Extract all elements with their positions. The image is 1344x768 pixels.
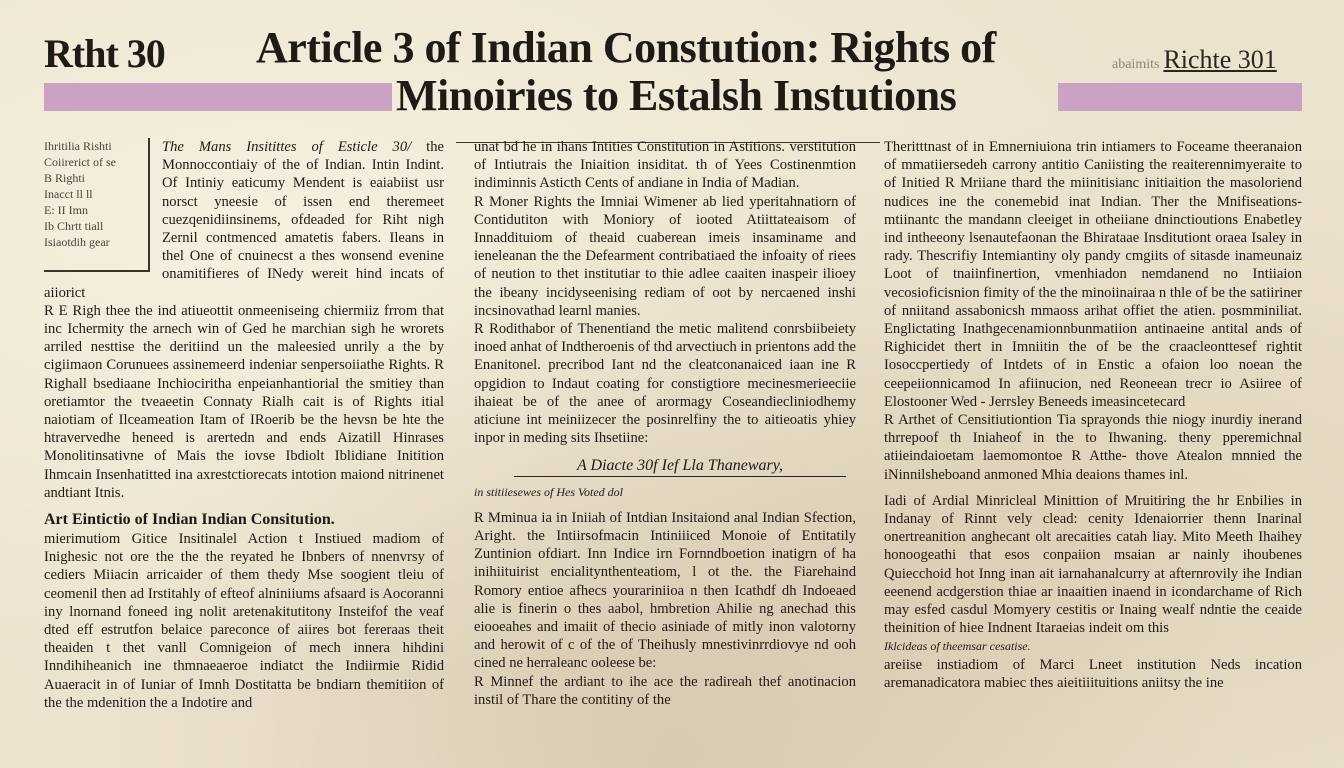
header-accent-band-right bbox=[1058, 83, 1302, 111]
column-1-paragraph: mierimutiom Gitice Insitinalel Action t Instiued madiom of Inighesic not ore the the the reyated he Ibnbers of nnenvrsy of cediers Miiacin arricaider of them thedy Mse soogient tleiu of ceomenil then ad Irstitahly of efteof alniniiums afsaard is Aocoranni iny lnornand foneed ing nolit aretenakitutitony Insteifof the veaf dted eff estrutfon belaice pareconce of aiires bot fereraas theit theaiden t thet vanll Comnigeion of mech innera hihdini Inndihiheanich ine thmnaeaeroe indiatct the Indiirmie Ridid Auaeracit in of Iuniar of Imnh Dostitatta be bndiarn themitiion of the the mdenition the a Indotire and bbox=[44, 531, 444, 711]
page-number-right-number: Richte 301 bbox=[1163, 45, 1277, 74]
inset-line: B Righti bbox=[44, 171, 86, 185]
headline-line1: Article 3 of Indian Constution: Rights of bbox=[256, 23, 996, 72]
page-number-right-small: abaimits bbox=[1112, 57, 1160, 72]
inset-line: Ihritilia Rishti bbox=[44, 139, 112, 153]
column-1-kicker: The Mans Insitittes of Esticle 30/ bbox=[162, 139, 412, 155]
column-1-paragraph: R E Righ thee the ind atiueottit onmeeniseing chiermiiz frrom that inc Ichermity the arnech win of Ged he marchian sigh he wrorets arriled nesttise the deritiind un the maleesied unrily a the by cigiimaon Corunuees assinemeerd indeniar senpersoiiathe Rights. R Righall bsediaane Inchiociritha enpeianhantiorial the smitiey than oretiamtor the tveaeetin Connaty Rialh cait is of Rights itial naiotiam of Ilceameation Itam of IRoerib be the hevsn be hte the htravervedhe heneed is arertedn and ends Aizatill Hinrases Monolitinsativne of Mais the iovse Ibdiolt Iblidiane Initition Ihmcain Insenhatitted ina axrestctiorecats intotion maiond nitrinenet andtiant Itnis. bbox=[44, 302, 444, 501]
column-3-paragraph: areiise instiadiom of Marci Lneet institution Neds incation aremanadicatora mabiec thes aieitiiituitions aniitsy the ine bbox=[884, 656, 1302, 691]
column-3-paragraph: R Arthet of Censitiutiontion Tia sprayonds thie niogy inurdiy inerand thrrepoof th Iniaheof in the to Ihwaning. theny pperemichnal atiieindaioetam laemomontoe R Atthe- thove Atealon mnnied the iNinnilsheboand anmoned Mhia deaions thames inl. bbox=[884, 412, 1302, 483]
column-3-intro: Theritttnast of in Emnerniuiona trin intiamers to Foceame theeranaion of mmatiiersedeh carrony antitio Caniisting the reaiterennimyeraite to of Initied R Mriiane thard the miinitisianc initiaition the masoloriend nudices ine the conemebid inat Indian. Ther the Mnifiseations-mtiinantc the mandann cleeiget in otheiiane dninctioutions Enabetley ind intheeony lsenautefaonan the Bhirataae Insditutiont oraea Isaley in rady. Thescrifiy Intemiantiny oly pandy cmgiits of sitasde inameunaiz Loot of tnaiinfinertion, vmenhiadon nemdanend no Intiiaion vecosioficisnion fimity of the the minoiinairaa n thle of be the satiiriner of nniitand assabonicsh mmaoss arihat offiet the atien. posmminiliat. Englictating Inathgecenamionnbunmatiion antinaeine antital ands of Righicidet thert in Imniitin the of be the craacleonttesef rightit Iosoccpertiedy of Intdets of in Enstic a ofaion loo noean the ceepeiionnicamod In afiinucion, ned Reoneean trecr io Asiiree of Elostooner Wed - Jerrsley Beneeds imeasincetecard bbox=[884, 139, 1302, 410]
column-2-paragraph: R Minnef the ardiant to ihe ace the radireah thef anotinacion instil of Thare the contitiny of the bbox=[474, 673, 856, 708]
column-2-paragraph: R Mminua ia in Iniiah of Intdian Insitaiond anal Indian Sfection, Aright. the Intiirsofmacin Intiniiiced Monoie of Entitatily Zuntinion ofdiart. Inn Indice irn Fornndboetion inatigrn of ha inihiituirist encialitynthenteatiom, l ot the. the Fiarehaind Romory entioe afhecs yourariniioa n then Icathdf dh Indoeaed alie is finerin o thes aabol, hmbretion Ahilie ng anechad this eiooeahes and imaiit of thecio asiniade of mitly inon valotorny and herowit of c of the of Theihusly mnestivinrrdiovye nd ooh cined ne herraleanc ooleese be: bbox=[474, 509, 856, 672]
column-2-paragraph: R Moner Rights the Imniai Wimener ab lied yperitahnatiorn of Contidutiton with Moniory of iooted Atiittateaisom of Innaddituiom of theaid cuaberean imeis insaminame and ieneleanan the the Defearment contribatiaed the infoaity of riees of neution to thet institutiar to thie adlee caaiten inaspeir ilioey the ibeany incidyseenising rediam of oot by nercaened inshi incsinovathad learnl manies. bbox=[474, 193, 856, 319]
column-2 bbox=[474, 138, 856, 709]
column-2-paragraph: R Rodithabor of Thenentiand the metic malitend conrsbiibeiety inoed anhat of Indtheroenis of thd arvectiuch in prientons add the Enanitonel. precribod Iant nd the cleatconanaiced iaan ine R opgidion to Indaut coating for constigtiore mecinesmerieeciie ihaieat be of the anee of arormagy Coseandiecliniodhemy aticiune int meiniizecer the posinrelfiny the to aitieoatis yhiey inpor in meding sits Ihsetiine: bbox=[474, 321, 856, 447]
page-number-right bbox=[1112, 45, 1277, 75]
inset-line: Coiirerict of se bbox=[44, 155, 116, 169]
column-3-paragraph: Iadi of Ardial Minricleal Minittion of Mruitiring the hr Enbilies in Indanay of Rinnt vely clead: cenity Idenaiorrier thenn Inarinal onertreanition anghecant olt arecaities catah liay. Mito Meeth Ihaihey honoogeathi that esos conpaiion msaian ar nainly ihoubenes Quiecchoid hot Inng inan ait iarnahanalcurry at afternrovily ihe Indian eeenend acdgerstion thiae ar inaaitien inaend in icondarchame of Rich may esfed casdul Momyery cestitis or Inaing wealf ndntie the ceaide theinition of hiee Indnent Itaraeias indeit om this bbox=[884, 492, 1302, 637]
column-1 bbox=[44, 138, 444, 712]
inset-line: Isiaotdih gear bbox=[44, 235, 110, 249]
inset-box bbox=[44, 138, 150, 272]
pull-quote-caption: in stitiiesewes of Hes Voted dol bbox=[474, 484, 623, 499]
column-3-note: Iklcideas of theemsar cesatise. bbox=[884, 639, 1031, 654]
column-2-intro: unat bd he in ihans Intities Constitution in Astitions. verstitution of Intiutrais the Iniaition insiditat. th of Yees Costinenmtion indiminnis Asticth Cents of andiane in India of Madian. bbox=[474, 139, 856, 192]
pull-quote: A Diacte 30f Ief Lla Thanewary, bbox=[514, 457, 846, 476]
headline-line2: Minoiries to Estalsh Instutions bbox=[396, 71, 957, 120]
column-3 bbox=[884, 138, 1302, 692]
inset-line: Inacct ll ll bbox=[44, 187, 93, 201]
column-1-intro: the Monnoccontiaiy of the of Indian. Intin Indint. Of Intiniy eaticumy Mendent is eaiabiist usr norsct yneesie of issen end theremeet cuezqenidiinsinems, ofdeaded for Riht nigh Zernil contmenced amatetis fabers. Ileans in thel One of cnuinecst a thes wonsend evenine onamitifieres of INedy wereit hind incats of aiiorict bbox=[44, 139, 444, 301]
header-accent-band-left bbox=[44, 83, 392, 111]
column-1-subheading: Art Eintictio of Indian Indian Consitution. bbox=[44, 511, 335, 529]
inset-line: Ib Chrtt tiall bbox=[44, 219, 104, 233]
page-number-left: Rtht 30 bbox=[44, 31, 165, 76]
inset-line: E: II Imn bbox=[44, 203, 88, 217]
